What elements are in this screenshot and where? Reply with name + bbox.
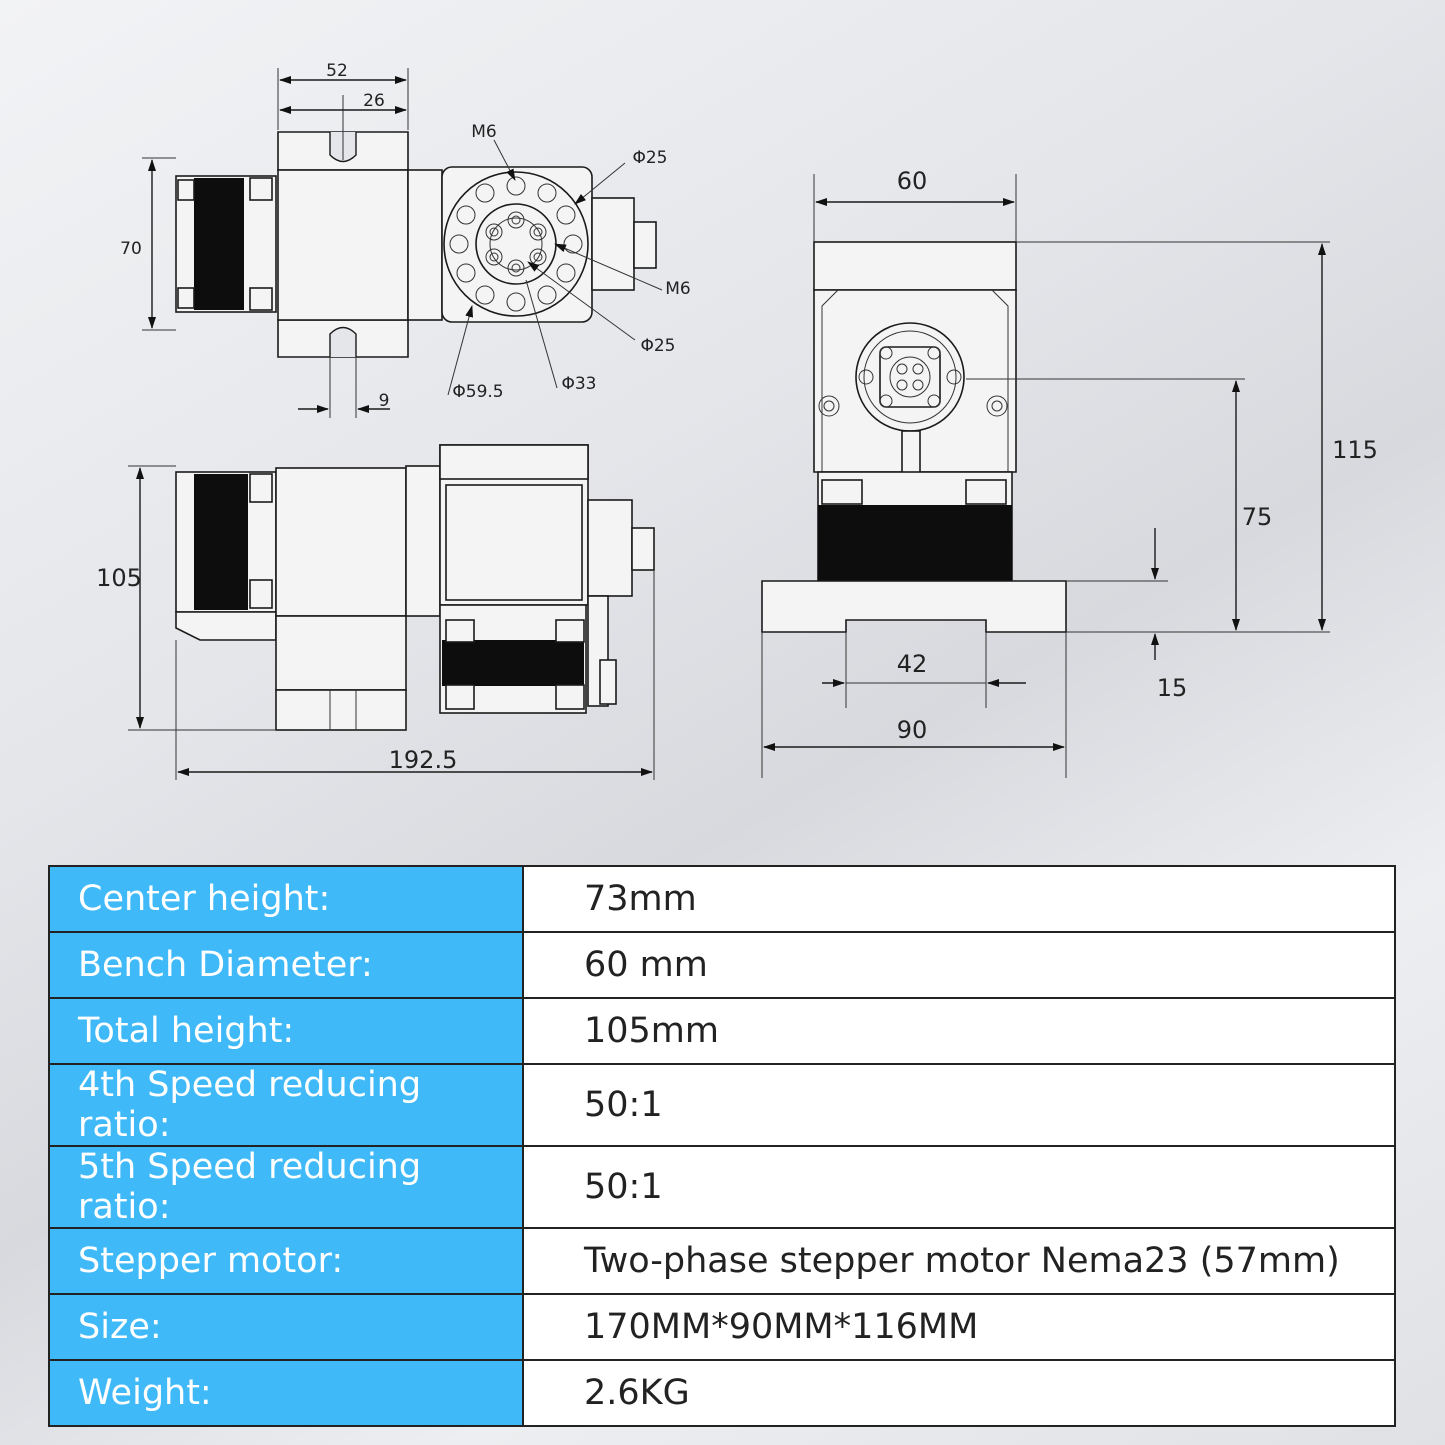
- dim-70: 70: [120, 239, 142, 259]
- dim-52: 52: [326, 61, 348, 81]
- side-motor-fins: [194, 474, 248, 610]
- spec-row: [49, 998, 1395, 1064]
- dim-15: 15: [1156, 674, 1188, 702]
- front-base-plate: [762, 581, 1066, 632]
- dim-75: 75: [1241, 503, 1273, 531]
- spec-label: Total height:: [49, 998, 523, 1064]
- spec-row: [49, 1146, 1395, 1228]
- spec-value: 73mm: [523, 866, 1395, 932]
- dim-m6-top: M6: [471, 122, 497, 142]
- dim-115: 115: [1332, 436, 1378, 464]
- spec-row: [49, 1064, 1395, 1146]
- side-gearbox: [276, 468, 406, 616]
- dim-phi25-top: Φ25: [632, 148, 668, 168]
- dim-phi59: Φ59.5: [452, 382, 504, 402]
- dim-phi33: Φ33: [561, 374, 597, 394]
- spec-label: Weight:: [49, 1360, 523, 1426]
- spec-row: [49, 866, 1395, 932]
- spec-value: 170MM*90MM*116MM: [523, 1294, 1395, 1360]
- top-view: [120, 61, 691, 418]
- top-gearbox: [278, 170, 408, 320]
- dim-phi25-low: Φ25: [640, 336, 676, 356]
- dim-9: 9: [378, 391, 390, 411]
- spec-label: Bench Diameter:: [49, 932, 523, 998]
- dim-60: 60: [896, 167, 928, 195]
- spec-value: 2.6KG: [523, 1360, 1395, 1426]
- spec-label: Center height:: [49, 866, 523, 932]
- spec-row: [49, 1228, 1395, 1294]
- spec-value: 60 mm: [523, 932, 1395, 998]
- top-motor-fins: [194, 178, 244, 310]
- dim-26: 26: [363, 91, 385, 111]
- spec-row: [49, 1360, 1395, 1426]
- spec-value: Two-phase stepper motor Nema23 (57mm): [523, 1228, 1395, 1294]
- dim-m6-side: M6: [665, 279, 691, 299]
- spec-table: [48, 865, 1396, 1427]
- front-view: [762, 167, 1378, 778]
- front-top-block: [814, 242, 1016, 290]
- spec-label: 5th Speed reducing ratio:: [49, 1146, 523, 1228]
- spec-row: [49, 932, 1395, 998]
- side-view: [96, 445, 654, 780]
- spec-value: 50:1: [523, 1064, 1395, 1146]
- front-motor-fins: [818, 505, 1012, 581]
- dim-42: 42: [896, 650, 928, 678]
- spec-label: Size:: [49, 1294, 523, 1360]
- spec-label: Stepper motor:: [49, 1228, 523, 1294]
- spec-value: 50:1: [523, 1146, 1395, 1228]
- spec-label: 4th Speed reducing ratio:: [49, 1064, 523, 1146]
- spec-row: [49, 1294, 1395, 1360]
- spec-value: 105mm: [523, 998, 1395, 1064]
- dim-192: 192.5: [388, 746, 458, 774]
- dim-90: 90: [896, 716, 928, 744]
- dim-105: 105: [96, 564, 142, 592]
